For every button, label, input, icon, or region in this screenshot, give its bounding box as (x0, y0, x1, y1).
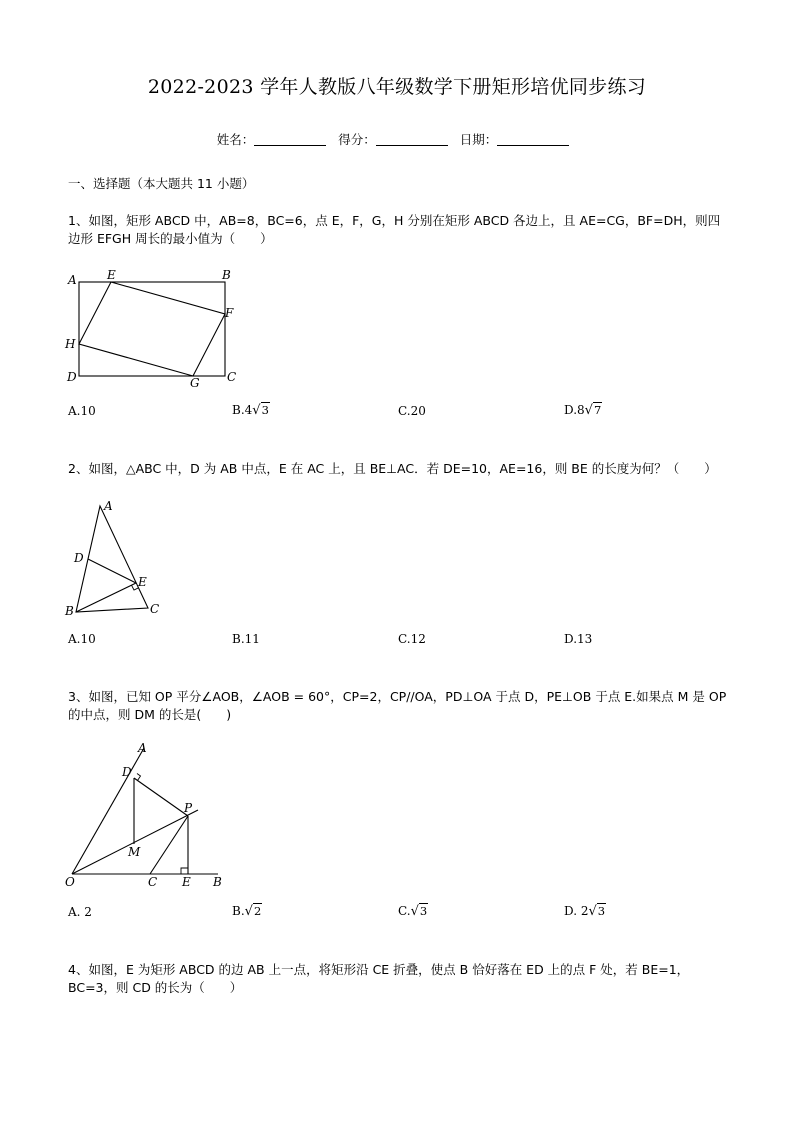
option-d[interactable]: D.13 (564, 632, 593, 646)
sqrt-symbol: √3 (588, 904, 606, 919)
label-f: F (225, 306, 234, 320)
score-label: 得分： (338, 132, 376, 147)
label-b: B (65, 604, 74, 618)
option-c[interactable]: C.12 (398, 632, 426, 646)
label-b: B (213, 875, 222, 889)
label-a: A (138, 741, 147, 755)
segment-dp (134, 778, 188, 816)
label-b: B (222, 268, 231, 282)
option-a[interactable]: A.10 (68, 632, 96, 646)
option-b[interactable]: B.11 (232, 632, 260, 646)
label-g: G (190, 376, 200, 390)
sqrt-symbol: √7 (584, 403, 602, 418)
label-p: P (184, 801, 193, 815)
label-c: C (150, 602, 160, 616)
question-number: 3、 (68, 689, 89, 704)
name-blank[interactable] (254, 133, 326, 146)
name-label: 姓名： (216, 132, 255, 147)
label-c: C (148, 875, 158, 889)
option-b[interactable]: B.4√3 (232, 403, 269, 418)
option-c[interactable]: C.20 (398, 404, 426, 418)
question-3 (68, 688, 728, 724)
question-1 (68, 212, 728, 248)
question-2 (68, 460, 728, 478)
right-angle-mark-e (181, 868, 188, 874)
question-text-line: 的中点，则 DM 的长是( ) (68, 707, 232, 722)
segment-de (88, 559, 136, 583)
page-title: 2022-2023 学年人教版八年级数学下册矩形培优同步练习 (147, 76, 647, 98)
question-number: 2、 (68, 461, 89, 476)
label-a: A (104, 499, 113, 513)
question-number: 1、 (68, 213, 89, 228)
label-d: D (74, 551, 84, 565)
quadrilateral-efgh (79, 282, 225, 376)
option-b[interactable]: B.√2 (232, 904, 262, 919)
question-text-line: 如图，已知 OP 平分∠AOB，∠AOB = 60°，CP=2，CP//OA，PD⊥OA 于点 D，PE⊥OB 于点 E.如果点 M 是 OP (88, 689, 727, 704)
question-text-line: BC=3，则 CD 的长为（ ） (68, 980, 243, 995)
right-angle-mark-d (137, 774, 141, 781)
figure-triangle-abc (62, 496, 172, 620)
option-c[interactable]: C.√3 (398, 904, 428, 919)
question-text-line: 如图，E 为矩形 ABCD 的边 AB 上一点，将矩形沿 CE 折叠，使点 B 恰好落在 ED 上的点 F 处，若 BE=1， (88, 962, 690, 977)
label-e: E (107, 268, 116, 282)
score-blank[interactable] (376, 133, 448, 146)
figure-rectangle-efgh (62, 266, 242, 390)
option-d[interactable]: D.8√7 (564, 403, 602, 418)
segment-be (76, 583, 136, 612)
option-a[interactable]: A. 2 (68, 905, 92, 919)
label-e: E (182, 875, 191, 889)
label-o: O (65, 875, 75, 889)
question-4 (68, 961, 728, 997)
label-m: M (128, 845, 141, 859)
section-heading: 一、选择题（本大题共 11 小题） (68, 176, 255, 191)
sqrt-symbol: √3 (410, 904, 428, 919)
sqrt-symbol: √3 (252, 403, 269, 418)
label-a: A (68, 273, 77, 287)
triangle-abc (76, 506, 148, 612)
date-label: 日期： (459, 132, 498, 147)
option-d[interactable]: D. 2√3 (564, 904, 606, 919)
label-h: H (65, 337, 76, 351)
label-d: D (67, 370, 77, 384)
label-d: D (122, 765, 132, 779)
rectangle-abcd (79, 282, 225, 376)
student-info-line (0, 130, 794, 148)
question-number: 4、 (68, 962, 89, 977)
question-text-line: 边形 EFGH 周长的最小值为（ ） (68, 231, 273, 246)
figure-angle-aob (60, 740, 230, 892)
sqrt-symbol: √2 (244, 904, 262, 919)
question-text-line: 如图，△ABC 中，D 为 AB 中点，E 在 AC 上，且 BE⊥AC．若 DE=10，AE=16，则 BE 的长度为何？（ ） (88, 461, 717, 476)
question-text-line: 如图，矩形 ABCD 中，AB=8，BC=6，点 E，F，G，H 分别在矩形 ABCD 各边上，且 AE=CG，BF=DH，则四 (88, 213, 721, 228)
label-c: C (227, 370, 237, 384)
label-e: E (138, 575, 147, 589)
option-a[interactable]: A.10 (68, 404, 96, 418)
date-blank[interactable] (497, 133, 569, 146)
